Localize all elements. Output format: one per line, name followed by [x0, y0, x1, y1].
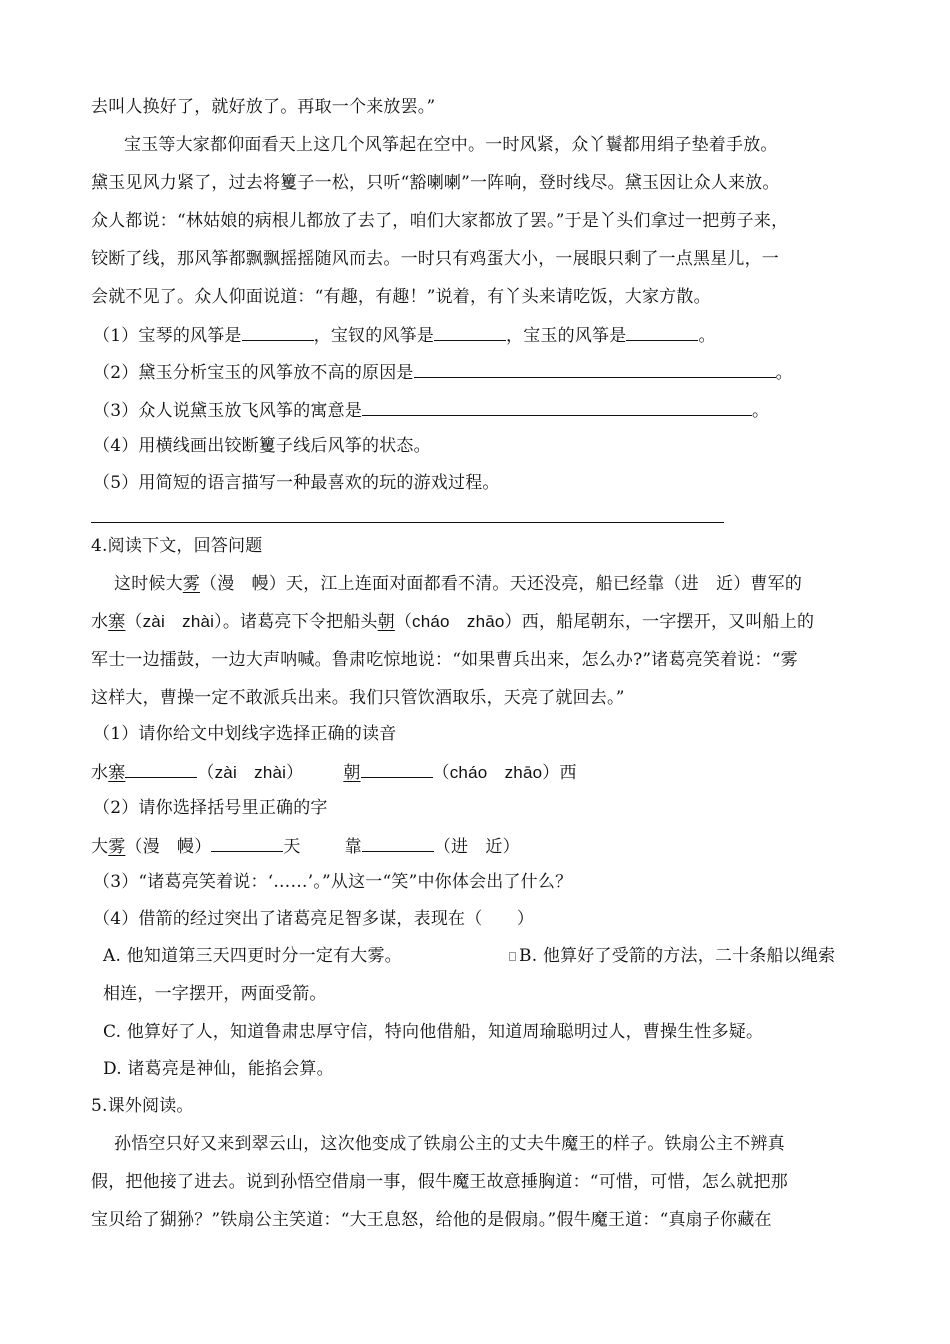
underlined-char: 朝: [343, 763, 361, 783]
question-text: ，宝钗的风筝是: [313, 326, 435, 346]
option-d[interactable]: D. 诸葛亮是神仙，能掐会算。: [103, 1059, 334, 1079]
question-text: （3）众人说黛玉放飞风筝的寓意是: [93, 401, 363, 421]
section-heading: 5.课外阅读。: [91, 1096, 194, 1116]
passage-line: 宝贝给了猢狲？”铁扇公主笑道：“大王息怒，给他的是假扇。”假牛魔王道：“真扇子你藏在: [91, 1210, 772, 1230]
question-text: （1）宝琴的风筝是: [93, 326, 242, 346]
underlined-char: 雾: [182, 574, 201, 594]
question-text: ，宝玉的风筝是: [506, 326, 627, 346]
passage-line: 宝玉等大家都仰面看天上这几个风筝起在空中。一时风紧，众丫鬟都用绢子垫着手放。: [124, 135, 778, 155]
passage-line: 众人都说：“林姑娘的病根儿都放了去了，咱们大家都放了罢。”于是丫头们拿过一把剪子来，: [91, 211, 789, 231]
passage-line: 假，把他接了进去。说到孙悟空借扇一事，假牛魔王故意捶胸道：“可惜，可惜，怎么就把那: [91, 1172, 788, 1192]
question-text: （2）黛玉分析宝玉的风筝放不高的原因是: [93, 363, 414, 383]
passage-line: 水寨（zài zhài）。诸葛亮下令把船头朝（cháo zhāo）西，船尾朝东，一字摆开，又叫船上的: [91, 612, 815, 632]
question-item: （4）用横线画出铰断籰子线后风筝的状态。: [93, 436, 431, 456]
answer-row: 大雾（漫 幔） 天 靠 （进 近）: [91, 833, 520, 859]
underlined-char: 寨: [108, 612, 126, 632]
answer-blank[interactable]: [434, 322, 506, 341]
underlined-char: 朝: [377, 612, 395, 632]
question-item: （2）请你选择括号里正确的字: [93, 798, 328, 818]
passage-line: 去叫人换好了，就好放了。再取一个来放罢。”: [91, 97, 436, 117]
question-item: [93, 322, 716, 348]
section-heading: 4.阅读下文，回答问题: [91, 536, 263, 556]
question-item: [93, 359, 793, 385]
question-item: （5）用简短的语言描写一种最喜欢的玩的游戏过程。: [93, 473, 500, 493]
passage-line: 这时候大雾（漫 幔）天，江上连面对面都看不清。天还没亮，船已经靠（进 近）曹军的: [114, 574, 803, 594]
answer-blank[interactable]: [626, 322, 698, 341]
question-text: 。: [752, 401, 770, 421]
answer-blank[interactable]: [211, 833, 283, 852]
passage-line: 铰断了线，那风筝都飘飘摇摇随风而去。一时只有鸡蛋大小，一展眼只剩了一点黑星儿，一: [91, 249, 779, 269]
option-b-continued: 相连，一字摆开，两面受箭。: [103, 984, 327, 1004]
question-text: 。: [698, 326, 716, 346]
passage-line: 黛玉见风力紧了，过去将籰子一松，只听“豁喇喇”一阵响，登时线尽。黛玉因让众人来放。: [91, 173, 780, 193]
underlined-char: 雾: [108, 837, 126, 857]
answer-blank[interactable]: [362, 397, 752, 416]
question-item: （3）“诸葛亮笑着说：‘……’。”从这一“笑”中你体会出了什么？: [93, 872, 573, 892]
answer-row: 水寨 （zài zhài） 朝 （cháo zhāo）西: [91, 759, 577, 785]
answer-blank[interactable]: [125, 759, 197, 778]
option-c[interactable]: C. 他算好了人，知道鲁肃忠厚守信，特向他借船，知道周瑜聪明过人，曹操生性多疑。: [103, 1022, 764, 1042]
answer-line[interactable]: [91, 522, 724, 523]
answer-blank[interactable]: [242, 322, 314, 341]
underlined-char: 寨: [108, 763, 126, 783]
question-item: （4）借箭的经过突出了诸葛亮足智多谋，表现在（ ）: [93, 909, 535, 929]
passage-line: 孙悟空只好又来到翠云山，这次他变成了铁扇公主的丈夫牛魔王的样子。铁扇公主不辨真: [114, 1134, 785, 1154]
answer-blank[interactable]: [361, 759, 433, 778]
passage-line: 军士一边擂鼓，一边大声呐喊。鲁肃吃惊地说：“如果曹兵出来，怎么办?”诸葛亮笑着说：“雾: [91, 650, 798, 670]
passage-line: 会就不见了。众人仰面说道：“有趣，有趣！”说着，有丫头来请吃饭，大家方散。: [91, 287, 711, 307]
question-item: [93, 397, 769, 423]
passage-line: 这样大，曹操一定不敢派兵出来。我们只管饮酒取乐，天亮了就回去。”: [91, 688, 625, 708]
option-b[interactable]: B. 他算好了受箭的方法，二十条船以绳索: [509, 944, 835, 968]
answer-blank[interactable]: [414, 359, 776, 378]
answer-blank[interactable]: [362, 833, 434, 852]
option-a[interactable]: A. 他知道第三天四更时分一定有大雾。: [103, 946, 402, 966]
text-cursor-icon: [509, 952, 516, 961]
question-item: （1）请你给文中划线字选择正确的读音: [93, 724, 397, 744]
question-text: 。: [775, 363, 793, 383]
